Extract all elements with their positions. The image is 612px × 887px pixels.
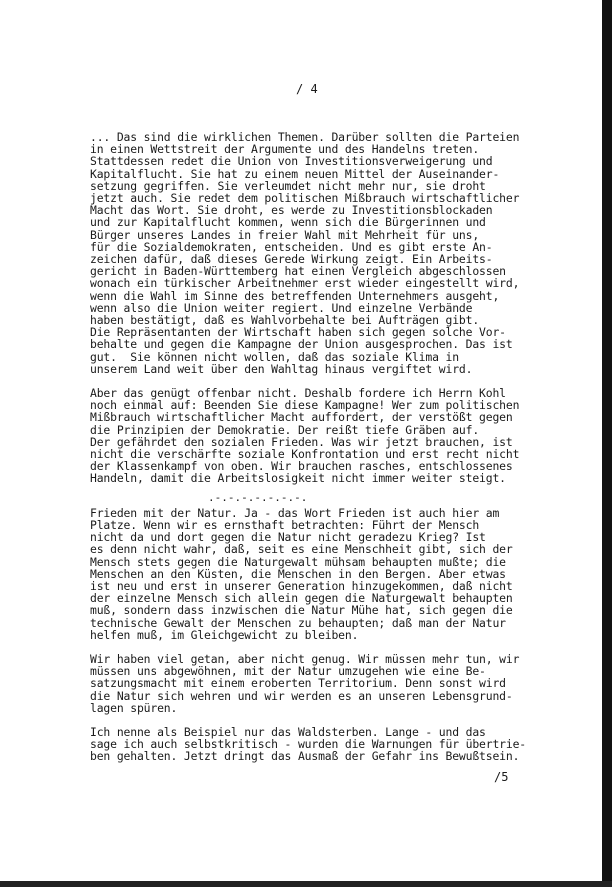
text-line: Aber das genügt offenbar nicht. Deshalb fordere ich Herrn Kohl [90, 386, 506, 401]
text-line: wonach ein türkischer Arbeitnehmer erst wieder eingestellt wird, [90, 276, 520, 291]
text-line: Platze. Wenn wir es ernsthaft betrachten: Führt der Mensch [90, 517, 480, 532]
paragraph-4 [90, 653, 560, 714]
text-line: haben bestätigt, daß es Wahlvorbehalte bei Aufträgen gibt. [90, 313, 480, 328]
text-line: noch einmal auf: Beenden Sie diese Kampagne! Wer zum politischen [90, 398, 520, 413]
text-line: setzung gegriffen. Sie verleumdet nicht mehr nur, sie droht [90, 178, 486, 193]
scan-edge-bottom [0, 881, 612, 887]
text-line: ... Das sind die wirklichen Themen. Darüber sollten die Parteien [90, 130, 520, 144]
text-line: für die Sozialdemokraten, entscheiden. Und es gibt erste An- [90, 239, 493, 254]
text-line: die Natur sich wehren und wir werden es an unseren Lebensgrund- [90, 688, 513, 703]
text-line: jetzt auch. Sie redet dem politischen Mißbrauch wirtschaftlicher [90, 191, 520, 206]
next-page-number: /5 [494, 770, 509, 784]
text-line: und zur Kapitalflucht kommen, wenn sich die Bürgerinnen und [90, 215, 486, 230]
text-line: Handeln, damit die Arbeitslosigkeit nicht immer weiter steigt. [90, 471, 506, 486]
text-line: satzungsmacht mit einem eroberten Territorium. Denn sonst wird [90, 676, 506, 691]
text-line: Die Repräsentanten der Wirtschaft haben sich gegen solche Vor- [90, 325, 506, 340]
paragraph-2 [90, 387, 560, 485]
scan-edge-right [602, 0, 612, 887]
text-line: Ich nenne als Beispiel nur das Waldsterben. Lange - und das [90, 724, 486, 739]
text-line: nicht da und dort gegen die Natur nicht geradezu Krieg? Ist [90, 530, 486, 545]
text-line: Kapitalflucht. Sie hat zu einem neuen Mittel der Auseinander- [90, 166, 500, 181]
text-line: ist neu und erst in unserer Generation hinzugekommen, daß nicht [90, 578, 513, 593]
text-line: es denn nicht wahr, daß, seit es eine Menschheit gibt, sich der [90, 542, 513, 557]
text-line: wenn die Wahl im Sinne des betreffenden Unternehmers ausgeht, [90, 288, 500, 303]
text-line: technische Gewalt der Menschen zu behaupten; daß man der Natur [90, 615, 506, 630]
text-line: sage ich auch selbstkritisch - wurden die Warnungen für übertrie- [90, 737, 527, 752]
page-number: / 4 [296, 82, 318, 96]
text-line: Frieden mit der Natur. Ja - das Wort Frieden ist auch hier am [90, 505, 500, 520]
text-line: in einen Wettstreit der Argumente und des Handelns treten. [90, 142, 480, 157]
text-line: unserem Land weit über den Wahltag hinaus vergiftet wird. [90, 361, 473, 376]
text-line: zeichen dafür, daß dieses Gerede Wirkung zeigt. Ein Arbeits- [90, 252, 493, 267]
paragraph-3 [90, 507, 560, 641]
text-line: Menschen an den Küsten, die Menschen in den Bergen. Aber etwas [90, 566, 506, 581]
text-line: muß, sondern dass inzwischen die Natur Mühe hat, sich gegen die [90, 603, 513, 618]
text-line: behalte und gegen die Kampagne der Union ausgesprochen. Das ist [90, 337, 513, 352]
text-line: die Prinzipien der Demokratie. Der reißt tiefe Gräben auf. [90, 422, 480, 437]
body-text [90, 131, 560, 775]
text-line: lagen spüren. [90, 700, 178, 715]
text-line: helfen muß, im Gleichgewicht zu bleiben. [90, 627, 359, 642]
text-line: Mißbrauch wirtschaftlicher Macht auffordert, der verstößt gegen [90, 410, 513, 425]
text-line: wenn also die Union weiter regiert. Und einzelne Verbände [90, 300, 473, 315]
paragraph-1 [90, 131, 560, 375]
text-line: müssen uns abgewöhnen, mit der Natur umzugehen wie eine Be- [90, 664, 486, 679]
paragraph-5 [90, 726, 560, 763]
text-line: Bürger unseres Landes in freier Wahl mit Mehrheit für uns, [90, 227, 480, 242]
text-line: der einzelne Mensch sich allein gegen die Naturgewalt behaupten [90, 591, 513, 606]
text-line: der Klassenkampf von oben. Wir brauchen rasches, entschlossenes [90, 459, 513, 474]
text-line: Stattdessen redet die Union von Investitionsverweigerung und [90, 154, 493, 169]
text-line: Der gefährdet den sozialen Frieden. Was wir jetzt brauchen, ist [90, 434, 513, 449]
text-line: nicht die verschärfte soziale Konfrontation und erst recht nicht [90, 447, 520, 462]
section-separator: .-.-.-.-.-.-.-. [208, 490, 308, 504]
text-line: ben gehalten. Jetzt dringt das Ausmaß der Gefahr ins Bewußtsein. [90, 749, 520, 764]
text-line: Macht das Wort. Sie droht, es werde zu Investitionsblockaden [90, 203, 493, 218]
text-line: gericht in Baden-Württemberg hat einen Vergleich abgeschlossen [90, 264, 506, 279]
text-line: Wir haben viel getan, aber nicht genug. Wir müssen mehr tun, wir [90, 651, 520, 666]
text-line: gut. Sie können nicht wollen, daß das soziale Klima in [90, 349, 459, 364]
text-line: Mensch stets gegen die Naturgewalt mühsam behaupten mußte; die [90, 554, 506, 569]
